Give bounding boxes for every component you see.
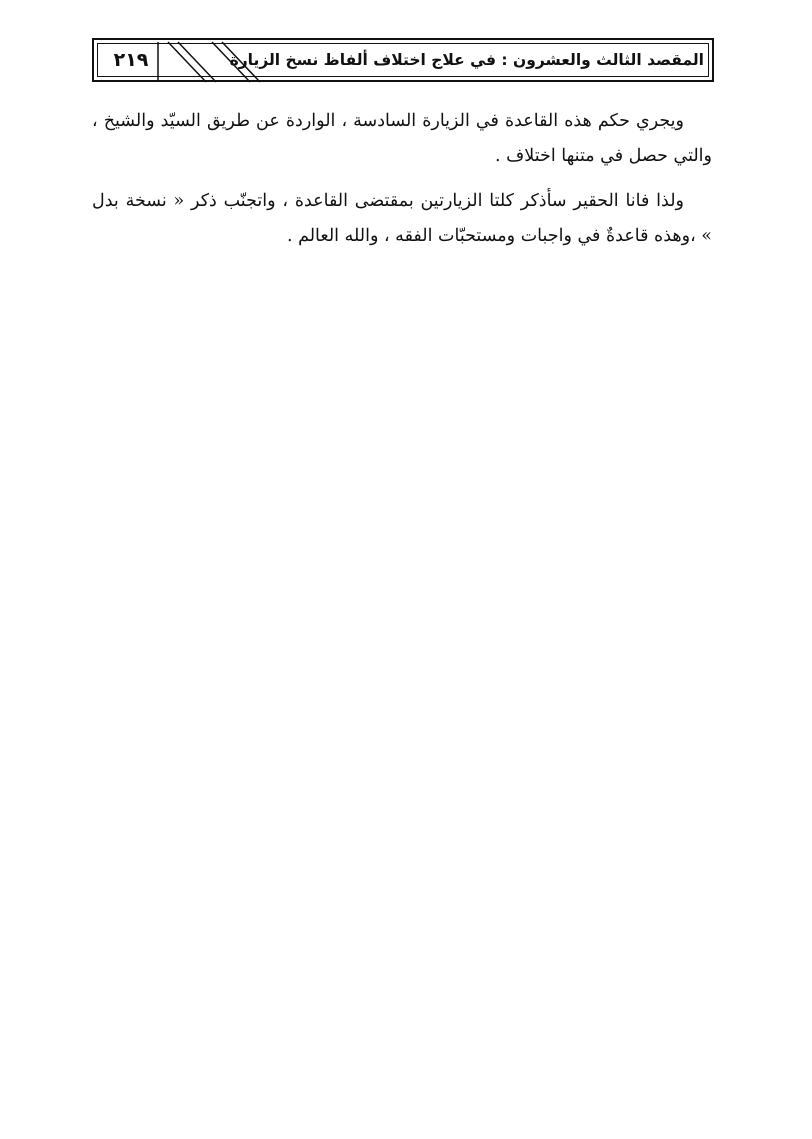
body-text xyxy=(92,104,712,264)
page-number: ٢١٩ xyxy=(113,49,149,71)
paragraph: ويجري حكم هذه القاعدة في الزيارة السادسة ، الواردة عن طريق السيّد والشيخ ، والتي حصل في متنها اختلاف . xyxy=(92,111,712,166)
paragraph: ولذا فانا الحقير سأذكر كلتا الزيارتين بمقتضى القاعدة ، واتجنّب ذكر « نسخة بدل » ،وهذه قاعدةٌ في واجبات ومستحبّات الفقه ، والله العالم . xyxy=(92,191,712,246)
running-title: المقصد الثالث والعشرون : في علاج اختلاف ألفاظ نسخ الزيارة xyxy=(229,51,704,69)
